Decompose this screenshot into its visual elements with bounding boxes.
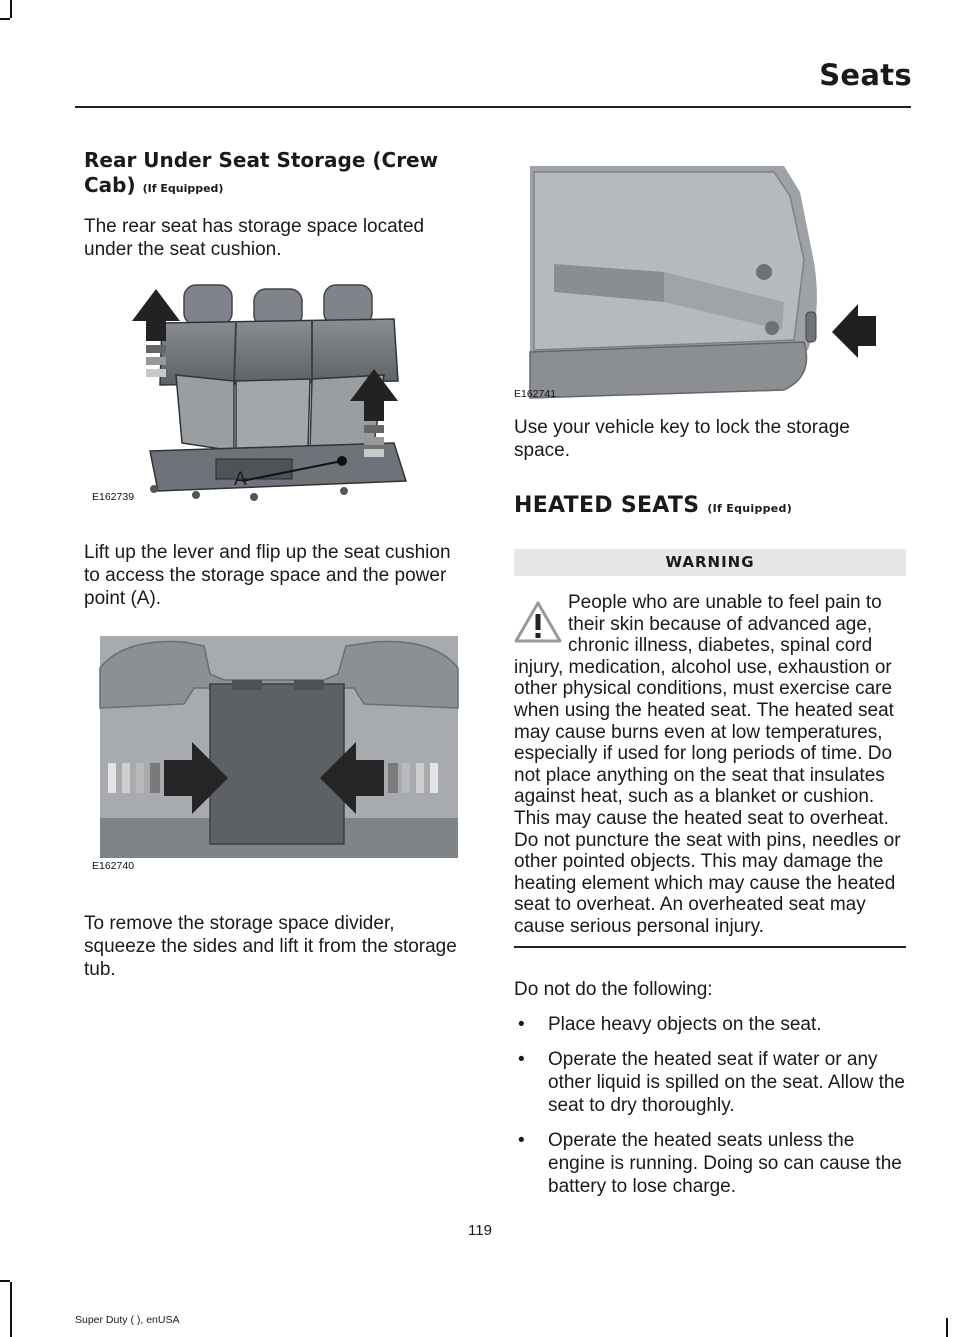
warning-body — [514, 592, 906, 938]
section-optional-note: (If Equipped) — [142, 182, 224, 195]
crop-mark — [0, 18, 10, 20]
divider-paragraph: To remove the storage space divider, squeeze the sides and lift it from the storage tub. — [84, 913, 457, 980]
do-not-list — [514, 1013, 906, 1198]
crop-mark — [946, 1318, 948, 1337]
right-column — [514, 152, 906, 1210]
footer-text: Super Duty ( ), enUSA — [75, 1314, 180, 1326]
figure-storage-divider — [84, 628, 466, 878]
warning-box — [514, 549, 906, 948]
figure-rear-seat — [84, 283, 466, 515]
list-item — [514, 1013, 906, 1036]
warning-rule — [514, 946, 906, 948]
warning-label: WARNING — [514, 549, 906, 576]
list-item-text: Operate the heated seats unless the engine is running. Doing so can cause the battery to lose charge. — [548, 1129, 902, 1197]
warning-triangle-icon — [514, 600, 562, 644]
bullet-icon: • — [518, 1129, 525, 1151]
warning-text: People who are unable to feel pain to their skin because of advanced age, chronic illness, diabetes, spinal cord injury, medication, alcohol use, exhaustion or other physical conditions, must exercise care when using the heated seat. The heated seat may cause burns even at low temperatures, especially if used for long periods of time. Do not place anything on the seat that insulates against heat, such as a blanket or cushion. This may cause the heated seat to overheat. Do not puncture the seat with pins, needles or other pointed objects. This may damage the heating element which may cause the heated seat to overheat. An overheated seat may cause serious personal injury. — [514, 592, 901, 937]
figure-code: E162741 — [514, 388, 557, 400]
heated-seats-title: HEATED SEATS — [514, 493, 700, 518]
left-column — [84, 148, 466, 981]
figure-storage-tub-lock — [514, 152, 884, 402]
section-title: Rear Under Seat Storage (Crew Cab) — [84, 148, 439, 197]
page-title: Seats — [819, 58, 912, 92]
lock-paragraph: Use your vehicle key to lock the storage space. — [514, 417, 850, 461]
list-item — [514, 1048, 906, 1117]
list-item-text: Operate the heated seat if water or any other liquid is spilled on the seat. Allow the seat to dry thoroughly. — [548, 1048, 905, 1116]
intro-paragraph: The rear seat has storage space located under the seat cushion. — [84, 216, 425, 260]
header-rule — [75, 106, 911, 108]
list-item — [514, 1129, 906, 1198]
crop-mark — [0, 1280, 10, 1282]
crop-mark — [10, 0, 12, 18]
crop-mark — [10, 1282, 12, 1337]
rear-seat-illustration — [84, 283, 466, 515]
do-not-intro: Do not do the following: — [514, 978, 713, 1000]
bullet-icon: • — [518, 1048, 525, 1070]
page-number: 119 — [468, 1222, 492, 1239]
section-heading — [84, 148, 466, 201]
figure-code: E162740 — [92, 860, 135, 872]
storage-tub-illustration — [514, 152, 884, 402]
list-item-text: Place heavy objects on the seat. — [548, 1013, 822, 1035]
heated-seats-optional-note: (If Equipped) — [707, 502, 793, 515]
callout-label: A — [234, 469, 247, 490]
figure-code: E162739 — [92, 491, 135, 503]
bullet-icon: • — [518, 1013, 525, 1035]
lever-paragraph: Lift up the lever and flip up the seat cushion to access the storage space and the power point (A). — [84, 542, 451, 609]
storage-divider-illustration — [84, 628, 466, 878]
heated-seats-heading — [514, 492, 906, 523]
